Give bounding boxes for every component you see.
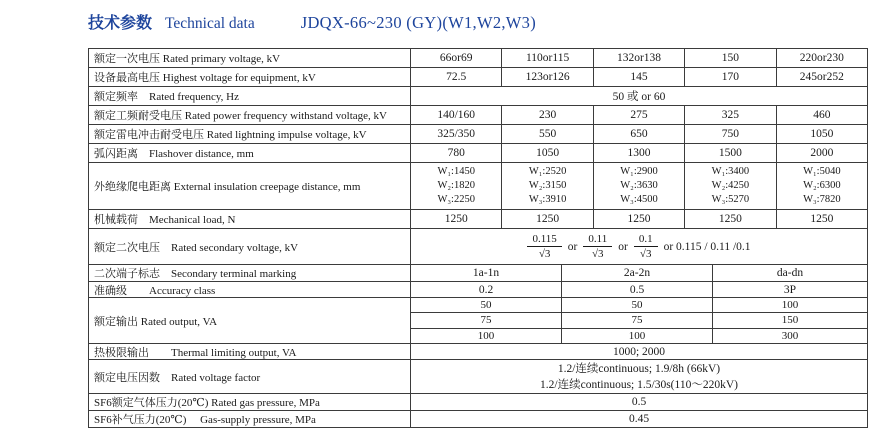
table-cell: 132or138 (594, 49, 685, 67)
table-cell: 100 (562, 329, 713, 343)
row-values (411, 282, 867, 297)
row-values (411, 68, 867, 86)
table-row-rated-gas-pressure (89, 394, 867, 411)
table-cell: 110or115 (502, 49, 593, 67)
table-cell: 1250 (685, 210, 776, 228)
fraction: $\frac{0.1}{√3}$ (634, 233, 658, 260)
table-row-highest-voltage (89, 68, 867, 87)
table-cell: da-dn (776, 267, 804, 279)
table-row-rated-secondary-voltage (89, 229, 867, 265)
row-label: 额定输出 Rated output, VA (89, 298, 411, 343)
row-label: 额定二次电压 Rated secondary voltage, kV (89, 229, 411, 264)
table-cell: 1a-1n (411, 265, 562, 281)
table-cell: 300 (781, 329, 799, 342)
table-cell-span (411, 360, 867, 393)
table-cell: 1500 (685, 144, 776, 162)
row-values (411, 344, 867, 359)
table-cell: 0.5 (562, 282, 713, 297)
table-row-mechanical-load (89, 210, 867, 229)
table-cell: 0.2 (411, 282, 562, 297)
row-label: 额定雷电冲击耐受电压 Rated lightning impulse voltage, kV (89, 125, 411, 143)
table-cell: 140/160 (411, 106, 502, 124)
table-cell: W₁:3400 W₂:4250 W₃:5270 (685, 163, 776, 209)
row-label: 设备最高电压 Highest voltage for equipment, kV (89, 68, 411, 86)
table-cell: 50 (562, 298, 713, 312)
table-cell: 150 (685, 49, 776, 67)
table-cell: 220or230 (799, 52, 844, 64)
table-row-flashover-distance (89, 144, 867, 163)
row-values (411, 144, 867, 162)
row-label: 额定工频耐受电压 Rated power frequency withstand voltage, kV (89, 106, 411, 124)
table-cell: 1050 (502, 144, 593, 162)
row-values (411, 298, 867, 343)
table-cell: 100 (411, 329, 562, 343)
table-cell: 550 (502, 125, 593, 143)
voltage-factor-line: 1.2/连续continuous; 1.5/30s(110～220kV) (540, 378, 738, 391)
table-cell: 150 (781, 314, 799, 327)
row-label: 机械载荷 Mechanical load, N (89, 210, 411, 228)
table-cell: 2a-2n (562, 265, 713, 281)
table-cell-span: 1000; 2000 (612, 345, 666, 358)
title-model-number: JDQX-66~230 (GY)(W1,W2,W3) (300, 13, 537, 32)
table-cell: 460 (813, 109, 831, 121)
sub-row (411, 313, 867, 328)
table-cell: 325 (685, 106, 776, 124)
row-label: 二次端子标志 Secondary terminal marking (89, 265, 411, 281)
table-cell: 650 (594, 125, 685, 143)
table-row-power-frequency-withstand (89, 106, 867, 125)
row-label: 外绝缘爬电距离 External insulation creepage distance, mm (89, 163, 411, 209)
row-label: SF6额定气体压力(20℃) Rated gas pressure, MPa (89, 394, 411, 410)
row-values (411, 210, 867, 228)
row-values (411, 265, 867, 281)
row-values (411, 106, 867, 124)
table-row-accuracy-class (89, 282, 867, 298)
table-cell: 66or69 (411, 49, 502, 67)
row-values (411, 49, 867, 67)
table-cell: 123or126 (502, 68, 593, 86)
table-row-creepage-distance (89, 163, 867, 210)
table-cell: 72.5 (411, 68, 502, 86)
table-cell: W₁:2900 W₂:3630 W₃:4500 (594, 163, 685, 209)
row-values (411, 87, 867, 105)
row-values (411, 229, 867, 264)
row-values (411, 360, 867, 393)
table-row-thermal-limiting-output (89, 344, 867, 360)
table-cell: 325/350 (411, 125, 502, 143)
table-cell: 75 (562, 313, 713, 327)
table-row-rated-output (89, 298, 867, 344)
table-cell: W₁:2520 W₂:3150 W₃:3910 (502, 163, 593, 209)
row-values (411, 125, 867, 143)
table-cell: 1300 (594, 144, 685, 162)
table-cell: 1250 (810, 213, 834, 225)
table-cell: 750 (685, 125, 776, 143)
table-row-rated-voltage-factor (89, 360, 867, 394)
table-cell-span: 50 或 or 60 (612, 91, 666, 103)
row-label: 准确级 Accuracy class (89, 282, 411, 297)
voltage-factor-line: 1.2/连续continuous; 1.9/8h (66kV) (557, 362, 721, 375)
row-values (411, 163, 867, 209)
sub-row (411, 298, 867, 313)
row-label: SF6补气压力(20℃) Gas-supply pressure, MPa (89, 411, 411, 427)
table-cell: 245or252 (799, 71, 844, 83)
table-row-gas-supply-pressure (89, 411, 867, 427)
table-row-terminal-marking (89, 265, 867, 282)
table-cell: 100 (781, 299, 799, 312)
or-separator: or (618, 240, 628, 253)
table-cell: 1050 (810, 128, 834, 140)
or-separator: or (567, 240, 578, 253)
table-cell: 75 (411, 313, 562, 327)
fraction-tail: or 0.115 / 0.11 /0.1 (663, 240, 751, 253)
technical-data-table (88, 48, 868, 428)
table-cell-span: 0.45 (628, 413, 650, 425)
table-cell: 170 (685, 68, 776, 86)
table-cell-span: 0.5 (631, 396, 647, 408)
table-cell: 780 (411, 144, 502, 162)
row-label: 弧闪距离 Flashover distance, mm (89, 144, 411, 162)
row-values (411, 394, 867, 410)
table-row-rated-frequency (89, 87, 867, 106)
table-cell: 3P (783, 283, 797, 296)
title-english: Technical data (165, 15, 255, 32)
row-values (411, 411, 867, 427)
table-row-lightning-impulse (89, 125, 867, 144)
fraction: $\frac{0.115}{√3}$ (527, 233, 561, 260)
table-cell: 50 (411, 298, 562, 312)
row-label: 热极限输出 Thermal limiting output, VA (89, 344, 411, 359)
table-cell: 275 (594, 106, 685, 124)
table-cell: 145 (594, 68, 685, 86)
table-cell: W₁:1450 W₂:1820 W₃:2250 (411, 163, 502, 209)
table-cell: 1250 (502, 210, 593, 228)
table-row-rated-primary-voltage (89, 49, 867, 68)
table-cell: 1250 (594, 210, 685, 228)
row-label: 额定一次电压 Rated primary voltage, kV (89, 49, 411, 67)
table-cell: 1250 (411, 210, 502, 228)
table-cell-span (411, 229, 867, 264)
table-cell: 2000 (810, 147, 834, 159)
sub-row (411, 329, 867, 343)
title-chinese: 技术参数 (88, 13, 153, 32)
row-label: 额定频率 Rated frequency, Hz (89, 87, 411, 105)
row-label: 额定电压因数 Rated voltage factor (89, 360, 411, 393)
table-cell: 230 (502, 106, 593, 124)
fraction: $\frac{0.11}{√3}$ (583, 233, 612, 260)
table-cell: W₁:5040 W₂:6300 W₃:7820 (803, 166, 841, 205)
page-title (88, 10, 536, 33)
